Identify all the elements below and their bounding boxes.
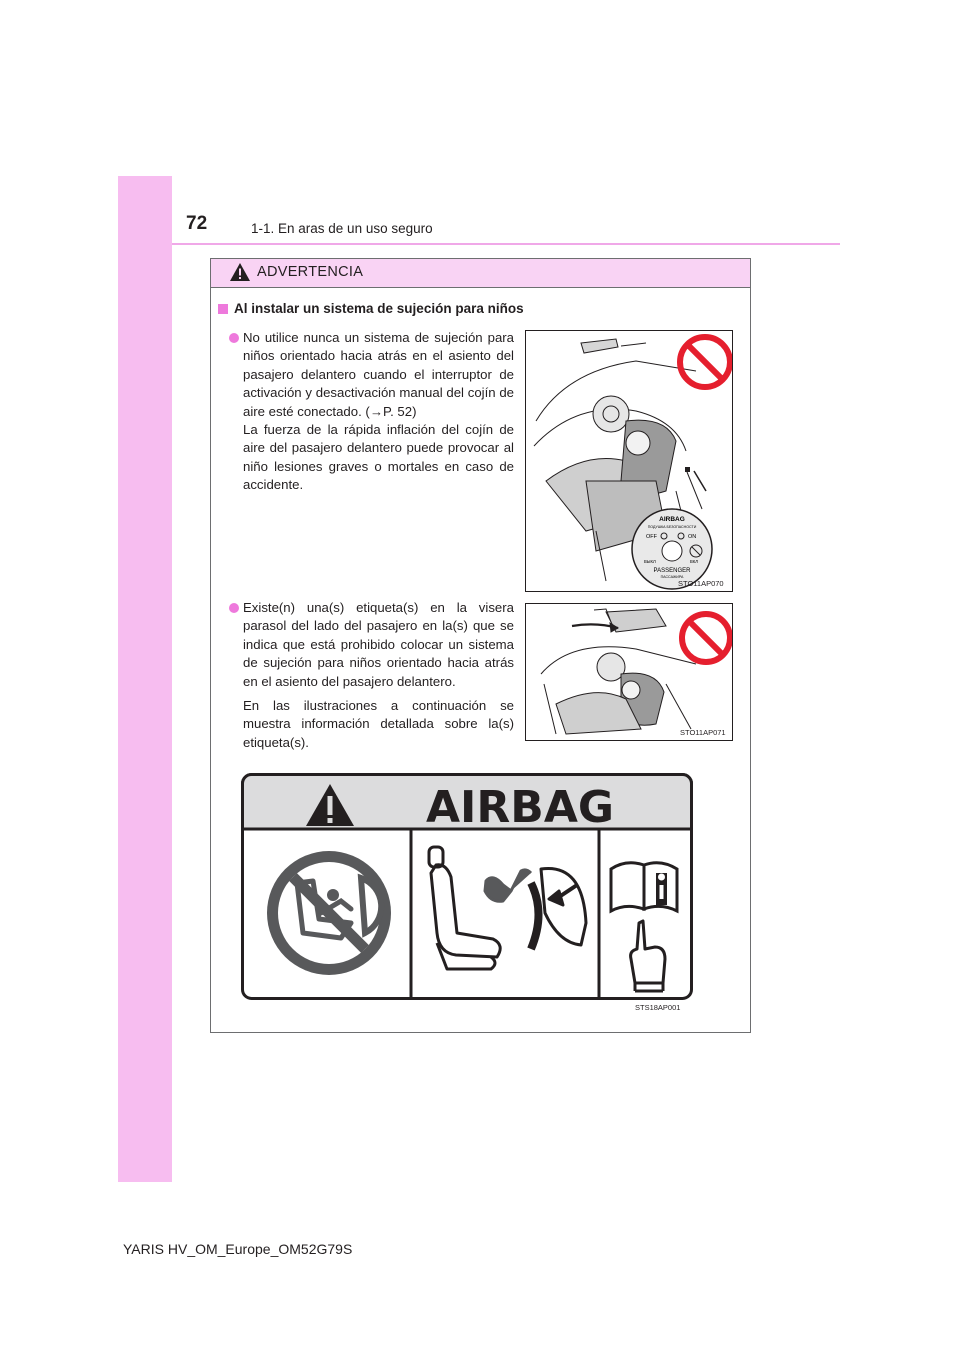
warning-subheading: Al instalar un sistema de sujeción para niños — [218, 301, 524, 316]
section-title: 1-1. En aras de un uso seguro — [251, 221, 433, 236]
item-paragraph: En las ilustraciones a continuación se muestra información detallada sobre la(s) etiqueta(s). — [243, 698, 514, 750]
prohibited-icon — [680, 337, 730, 387]
switch-label-passenger-ru: ПАССАЖИРА — [660, 575, 684, 579]
figure-sun-visor-label — [525, 603, 733, 741]
item-paragraph: La fuerza de la rápida inflación del cojín de aire del pasajero delantero puede provocar al niño lesiones graves o mortales en caso de accidente. — [243, 422, 514, 493]
item-paragraph: Existe(n) una(s) etiqueta(s) en la visera parasol del lado del pasajero en la(s) que se indica que está prohibido colocar un sistema de sujeción para niños orientado hacia atrás en el asiento del pasajero delantero. — [243, 600, 514, 689]
switch-label-off-ru: ВЫКЛ — [644, 559, 656, 564]
bullet-icon — [229, 603, 239, 613]
switch-label-off: OFF — [646, 534, 657, 540]
page-number: 72 — [186, 213, 208, 234]
switch-label-airbag: AIRBAG — [659, 516, 685, 523]
switch-label-on: ON — [688, 534, 697, 540]
airbag-warning-label — [241, 773, 693, 1017]
figure-code: STO11AP070 — [678, 579, 724, 588]
warning-title: ADVERTENCIA — [257, 264, 364, 280]
document-id: YARIS HV_OM_Europe_OM52G79S — [123, 1241, 353, 1257]
square-bullet-icon — [218, 304, 228, 314]
airbag-warning-label-figure — [241, 773, 693, 1017]
figure-code: STO11AP071 — [680, 728, 726, 737]
warning-item-2 — [229, 599, 514, 752]
figure-rear-facing-seat-airbag-on — [525, 330, 733, 592]
warning-triangle-icon — [229, 262, 251, 282]
switch-label-airbag-ru: ПОДУШКА БЕЗОПАСНОСТИ — [647, 525, 697, 529]
header-rule — [172, 243, 840, 245]
bullet-icon — [229, 333, 239, 343]
sun-visor-illustration — [526, 604, 732, 740]
prohibited-icon — [682, 614, 730, 662]
car-interior-child-seat-illustration — [526, 331, 732, 591]
label-title: AIRBAG — [425, 782, 615, 833]
switch-label-on-ru: ВКЛ — [690, 559, 698, 564]
warning-box — [210, 258, 751, 1033]
switch-label-passenger: PASSENGER — [653, 568, 691, 574]
chapter-sidebar-tab — [118, 176, 172, 1182]
figure-code: STS18AP001 — [635, 1003, 681, 1012]
warning-item-1 — [229, 329, 514, 495]
no-rear-facing-seat-icon — [267, 851, 391, 975]
item-paragraph: No utilice nunca un sistema de sujeción para niños orientado hacia atrás en el asiento del pasajero delantero cuando el interruptor de activación y desactivación manual del cojín de aire esté conectado. (→P. 52) — [243, 330, 514, 419]
warning-header — [211, 259, 750, 288]
